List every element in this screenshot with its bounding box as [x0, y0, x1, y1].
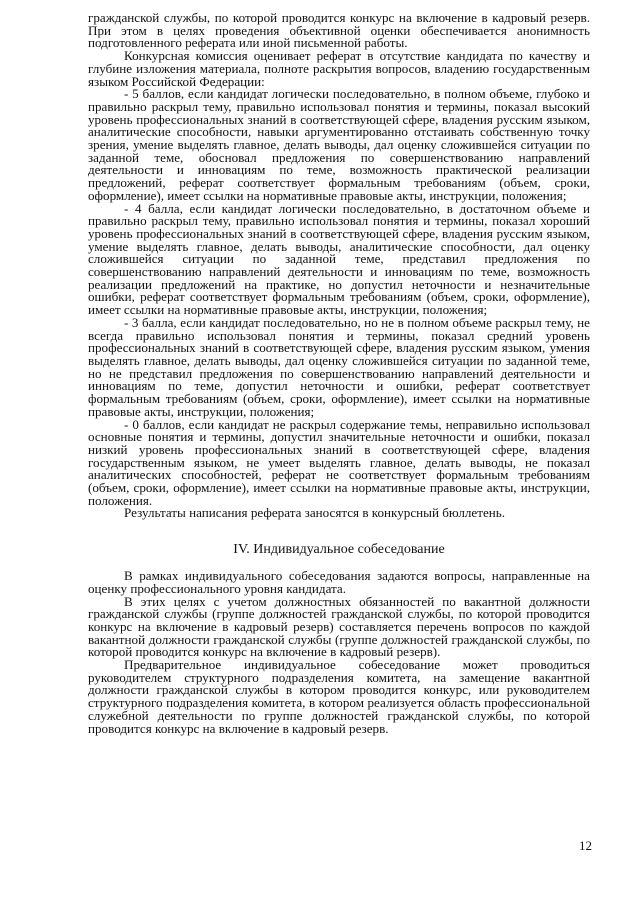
- page-number: 12: [579, 838, 592, 853]
- paragraph: В этих целях с учетом должностных обязанностей по вакантной должности гражданской службы (группе должностей гражданской службы, по которой проводится конкурс на включение в кадровый резерв) составляется перечень вопросов по каждой вакантной должности гражданской службы (группе должностей гражданской службы, по которой проводится конкурс на включение в кадровый резерв).: [88, 593, 590, 660]
- paragraph: Конкурсная комиссия оценивает реферат в отсутствие кандидата по качеству и глубине изложения материала, полноте раскрытия вопросов, владению государственным языком Российской Федерации:: [88, 48, 590, 89]
- paragraph: гражданской службы, по которой проводится конкурс на включение в кадровый резерв. При этом в целях проведения объективной оценки обеспечивается анонимность подготовленного реферата или иной письменной работы.: [88, 10, 590, 51]
- paragraph-score-3: - 3 балла, если кандидат последовательно, но не в полном объеме раскрыл тему, не всегда правильно использовал понятия и термины, показал средний уровень профессиональных знаний в соответствующей сфере, владения русским языком, умения выделять главное, делать выводы, дал оценку сложившейся ситуации по заданной теме, но не представил предложения по совершенствованию направлений деятельности и инновациям по теме, допустил неточности и ошибки, реферат соответствует формальным требованиям (объем, сроки, оформление), имеет ссылки на нормативные правовые акты, инструкции, положения;: [88, 314, 590, 419]
- paragraph: Предварительное индивидуальное собеседование может проводиться руководителем структурного подразделения комитета, на замещение вакантной должности гражданской службы в котором проводится конкурс, или руководителем структурного подразделения комитета, в котором реализуется область профессиональной служебной деятельности по группе должностей гражданской службы, по которой проводится конкурс на включение в кадровый резерв.: [88, 657, 590, 736]
- paragraph-score-4: - 4 балла, если кандидат логически последовательно, в достаточном объеме и правильно раскрыл тему, правильно использовал понятия и термины, показал хороший уровень профессиональных знаний в соответствующей сфере, владения русским языком, умение выделять главное, делать выводы, аналитические способности, дал оценку сложившейся ситуации по заданной теме, представил предложения по совершенствованию направлений деятельности и инновациям по теме, возможность реализации предложений на практике, но допустил неточности и незначительные ошибки, реферат соответствует формальным требованиям (объем, сроки, оформление), имеет ссылки на нормативные правовые акты, инструкции, положения;: [88, 200, 590, 318]
- section-reports: [88, 12, 590, 520]
- section-heading: IV. Индивидуальное собеседование: [233, 542, 445, 558]
- paragraph: Результаты написания реферата заносятся в конкурсный бюллетень.: [124, 505, 506, 521]
- paragraph-score-0: - 0 баллов, если кандидат не раскрыл содержание темы, неправильно использовал основные понятия и термины, допустил значительные неточности и ошибки, показал низкий уровень профессиональных знаний в соответствующей сфере, владения государственным языком, не умеет выделять главное, делать выводы, не показал аналитических способностей, реферат не соответствует формальным требованиям (объем, сроки, оформление), имеет ссылки на нормативные правовые акты, инструкции, положения.: [88, 416, 590, 508]
- paragraph: В рамках индивидуального собеседования задаются вопросы, направленные на оценку профессионального уровня кандидата.: [88, 568, 590, 596]
- section-interview: [88, 570, 590, 735]
- paragraph-score-5: - 5 баллов, если кандидат логически последовательно, в полном объеме, глубоко и правильно раскрыл тему, правильно использовал понятия и термины, показал высокий уровень профессиональных знаний в соответствующей сфере, владения русским языком, аналитические способности, навыки аргументированно отстаивать собственную точку зрения, умение выделять главное, делать выводы, дал оценку сложившейся ситуации по заданной теме, обосновал предложения по совершенствованию направлений деятельности и инновациям по теме, возможность практической реализации предложений, реферат соответствует формальным требованиям (объем, сроки, оформление), имеет ссылки на нормативные правовые акты, инструкции, положения;: [88, 86, 590, 203]
